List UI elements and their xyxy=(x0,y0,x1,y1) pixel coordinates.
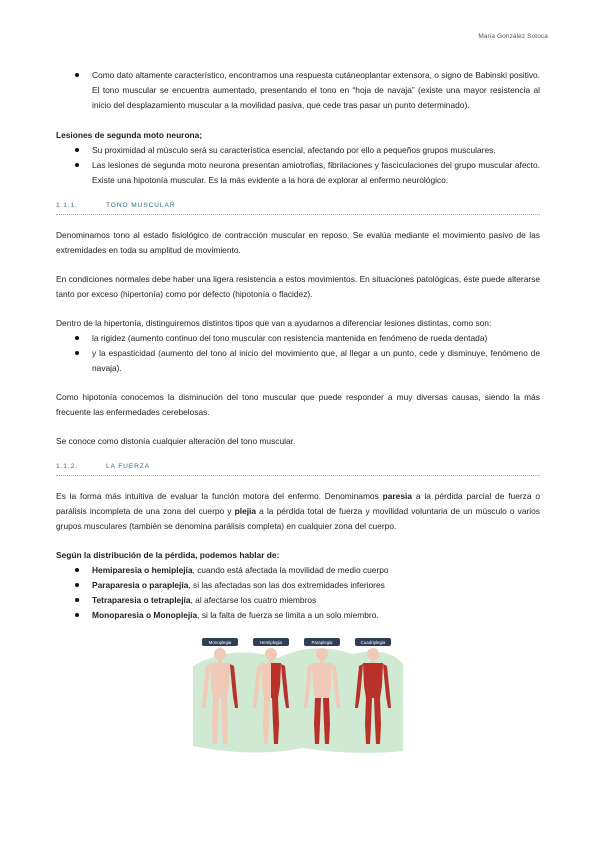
segunda-motoneurona-heading: Lesiones de segunda moto neurona; xyxy=(56,130,203,140)
distribution-list xyxy=(56,563,540,623)
list-term: Tetraparesia o tetraplejía xyxy=(92,595,191,605)
list-term: Monoparesia o Monoplejía xyxy=(92,610,198,620)
list-desc: , si la falta de fuerza se limita a un solo miembro. xyxy=(197,610,379,620)
segunda-motoneurona-list xyxy=(56,143,540,188)
list-term: Paraparesia o paraplejía xyxy=(92,580,189,590)
list-desc: , si las afectadas son las dos extremidades inferiores xyxy=(188,580,385,590)
distribution-heading: Según la distribución de la pérdida, podemos hablar de: xyxy=(56,550,280,560)
text-run: Es la forma más intuitiva de evaluar la función motora del enfermo. Denominamos xyxy=(56,491,383,501)
section-number: 1.1.2. xyxy=(56,463,78,470)
paragraph: Se conoce como distonía cualquier alteración del tono muscular. xyxy=(56,436,296,446)
text-run: a la pérdida parcial de fuerza o parálisis incompleta de una zona del cuerpo y xyxy=(56,491,541,516)
paralysis-illustration xyxy=(193,636,403,756)
label-hemiplegia: Hemiplegia xyxy=(260,640,282,645)
label-monoplegia: Monoplegia xyxy=(208,640,232,645)
affected-torso xyxy=(363,663,383,698)
header-author: Maria González Sotoca xyxy=(478,33,548,40)
section-title: TONO MUSCULAR xyxy=(106,202,176,209)
list-item xyxy=(56,563,540,578)
list-item: Las lesiones de segunda moto neurona presentan amiotrofias, fibrilaciones y fasciculaciones del grupo muscular afecto. Existe una hipotonía muscular. Es la más evidente a la hora de explorar al enfermo neurológico. xyxy=(56,158,540,188)
term-paresia: paresia xyxy=(382,491,412,501)
list-item: Como dato altamente característico, encontramos una respuesta cutáneoplantar extensora, o signo de Babinski positivo. El tono muscular se encuentra aumentado, presentando el tono en “hoja de navaja” (existe una mayor resistencia al inicio del desplazamiento muscular a la movilidad pasiva, que cede tras pasar un punto determinado). xyxy=(56,68,540,113)
section-heading-fuerza xyxy=(56,459,540,476)
paragraph: Denominamos tono al estado fisiológico de contracción muscular en reposo. Se evalúa mediante el movimiento pasivo de las extremidades en toda su amplitud de movimiento. xyxy=(56,230,540,255)
intro-list xyxy=(56,68,540,113)
paragraph xyxy=(56,489,540,534)
list-item xyxy=(56,608,540,623)
document-body xyxy=(56,68,540,756)
list-item xyxy=(56,578,540,593)
list-desc: , al afectarse los cuatro miembros xyxy=(190,595,317,605)
text-run: a la pérdida total de fuerza y movilidad voluntaria de un músculo o varios grupos musculares (también se denomina parálisis completa) en cualquier zona del cuerpo. xyxy=(56,506,540,531)
list-item: Su proximidad al músculo será su característica esencial, afectando por ello a pequeños grupos musculares. xyxy=(56,143,540,158)
term-plejia: plejia xyxy=(234,506,257,516)
label-paraplegia: Paraplegia xyxy=(311,640,333,645)
list-item: y la espasticidad (aumento del tono al inicio del movimiento que, al llegar a un punto, cede y disminuye, fenómeno de navaja). xyxy=(56,346,540,376)
paragraph: Como hipotonía conocemos la disminución del tono muscular que puede responder a muy diversas causas, siendo la más frecuente las enfermedades cerebelosas. xyxy=(56,392,540,417)
list-item: la rigidez (aumento continuo del tono muscular con resistencia mantenida en fenómeno de rueda dentada) xyxy=(56,331,540,346)
hipertonia-list xyxy=(56,331,540,376)
paragraph: Dentro de la hipertonía, distinguiremos distintos tipos que van a ayudarnos a diferenciar lesiones distintas, como son: xyxy=(56,318,492,328)
list-term: Hemiparesia o hemiplejía xyxy=(92,565,193,575)
label-cuadriplegia: Cuadriplegia xyxy=(360,640,386,645)
list-item xyxy=(56,593,540,608)
paragraph: En condiciones normales debe haber una ligera resistencia a estos movimientos. En situaciones patológicas, éste puede alterarse tanto por exceso (hipertonía) como por defecto (hipotonía o flacidez). xyxy=(56,274,540,299)
paralysis-figure xyxy=(193,636,403,756)
section-heading-tono xyxy=(56,198,540,215)
section-number: 1.1.1. xyxy=(56,202,78,209)
list-desc: , cuando está afectada la movilidad de medio cuerpo xyxy=(192,565,389,575)
section-title: LA FUERZA xyxy=(106,463,151,470)
